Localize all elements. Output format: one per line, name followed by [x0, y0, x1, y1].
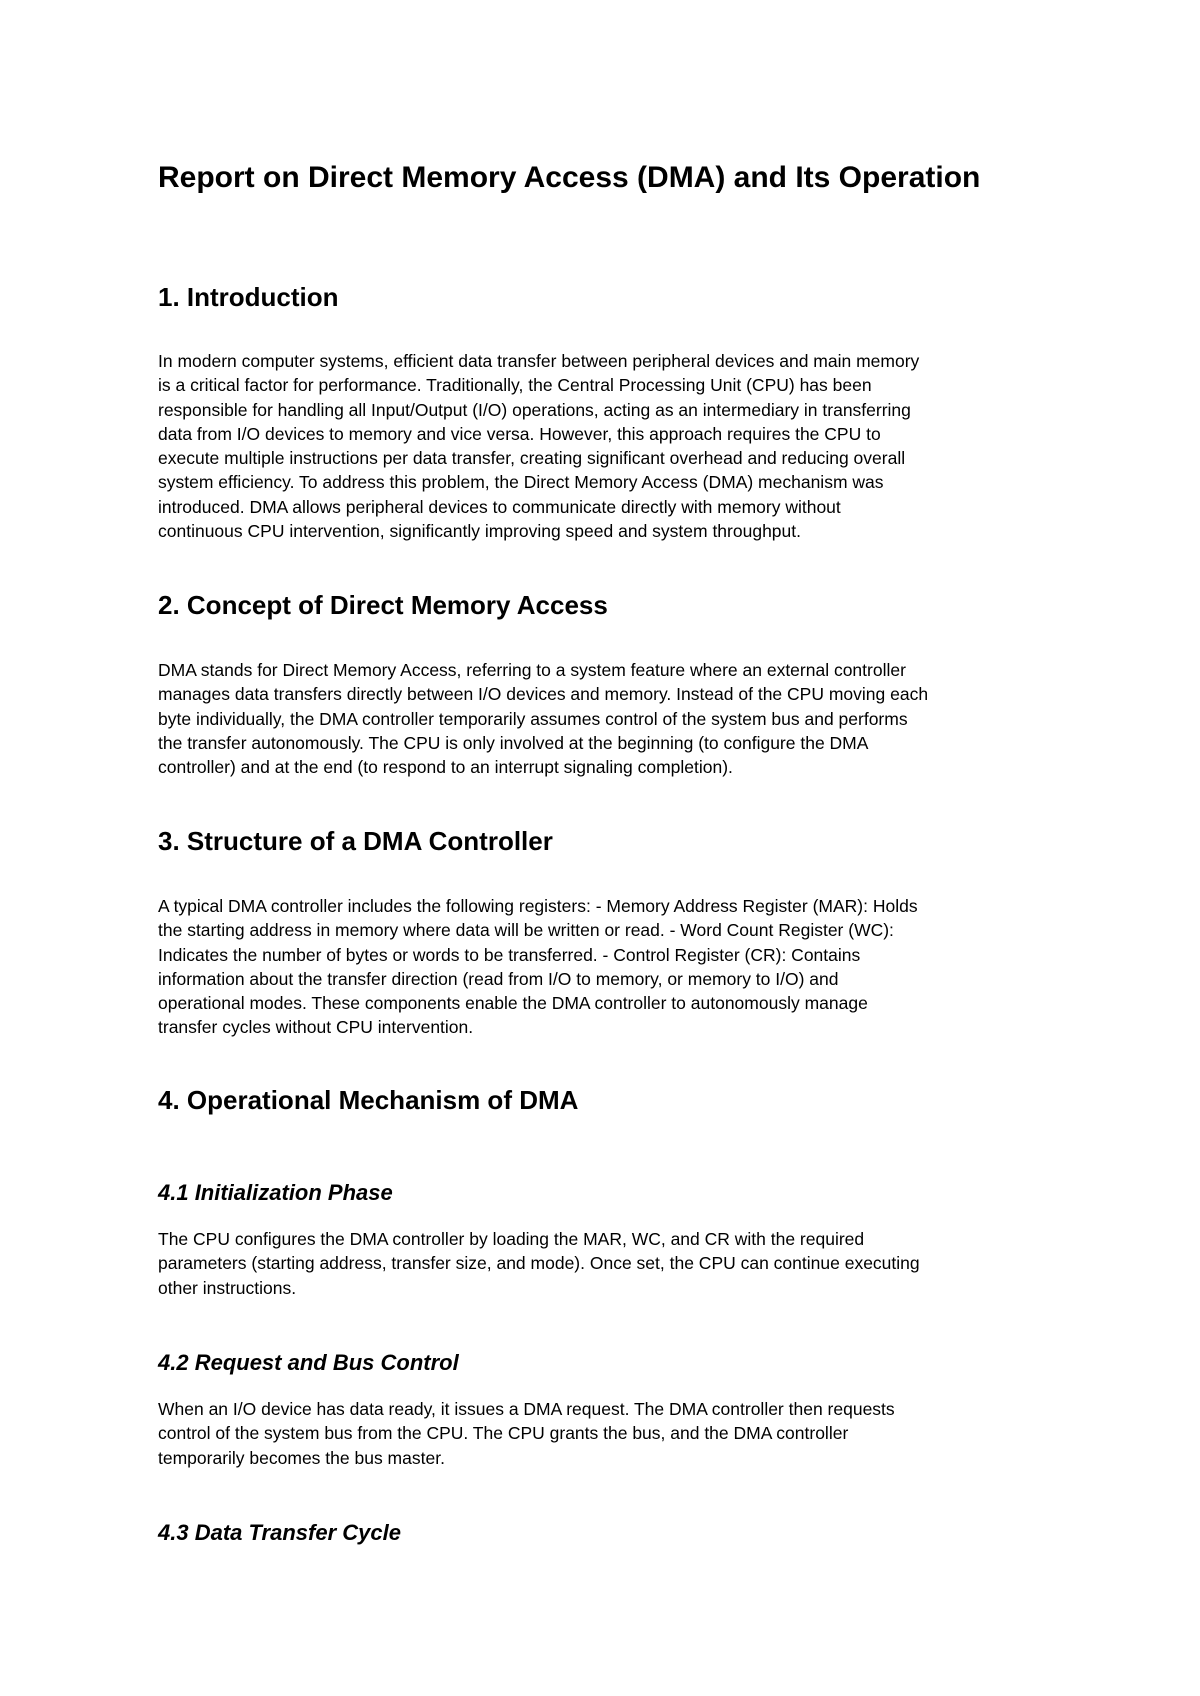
paragraph-line: the transfer autonomously. The CPU is only involved at the beginning (to configure the DMA — [158, 732, 869, 753]
section-heading-structure: 3. Structure of a DMA Controller — [158, 826, 553, 856]
paragraph-line: DMA stands for Direct Memory Access, referring to a system feature where an external controller — [158, 660, 906, 680]
paragraph-line: responsible for handling all Input/Output (I/O) operations, acting as an intermediary in transferring — [158, 399, 911, 420]
subsection-heading-data-transfer-cycle: 4.3 Data Transfer Cycle — [158, 1520, 401, 1545]
concept-paragraph — [158, 658, 1058, 779]
paragraph-line: byte individually, the DMA controller temporarily assumes control of the system bus and performs — [158, 708, 908, 729]
paragraph-line: information about the transfer direction (read from I/O to memory, or memory to I/O) and — [158, 968, 839, 989]
section-heading-concept: 2. Concept of Direct Memory Access — [158, 590, 608, 620]
paragraph-line: controller) and at the end (to respond to an interrupt signaling completion). — [158, 757, 733, 778]
paragraph-line: manages data transfers directly between I/O devices and memory. Instead of the CPU moving each — [158, 684, 929, 705]
paragraph-line: transfer cycles without CPU intervention. — [158, 1017, 474, 1038]
paragraph-line: data from I/O devices to memory and vice versa. However, this approach requires the CPU to — [158, 423, 881, 444]
paragraph-line: temporarily becomes the bus master. — [158, 1447, 445, 1468]
paragraph-line: is a critical factor for performance. Traditionally, the Central Processing Unit (CPU) has been — [158, 375, 872, 396]
request-bus-control-paragraph — [158, 1397, 1058, 1470]
paragraph-line: operational modes. These components enable the DMA controller to autonomously manage — [158, 993, 868, 1014]
section-heading-operational-mechanism: 4. Operational Mechanism of DMA — [158, 1085, 579, 1115]
subsection-heading-request-bus-control: 4.2 Request and Bus Control — [158, 1350, 459, 1375]
paragraph-line: the starting address in memory where data will be written or read. - Word Count Register (WC): — [158, 920, 894, 941]
initialization-paragraph — [158, 1227, 1058, 1300]
paragraph-line: The CPU configures the DMA controller by loading the MAR, WC, and CR with the required — [158, 1229, 865, 1249]
paragraph-line: A typical DMA controller includes the following registers: - Memory Address Register (MAR): Holds — [158, 896, 918, 916]
paragraph-line: control of the system bus from the CPU. The CPU grants the bus, and the DMA controller — [158, 1423, 849, 1444]
paragraph-line: introduced. DMA allows peripheral devices to communicate directly with memory without — [158, 496, 841, 517]
paragraph-line: system efficiency. To address this problem, the Direct Memory Access (DMA) mechanism was — [158, 472, 884, 493]
introduction-paragraph — [158, 349, 1058, 543]
paragraph-line: other instructions. — [158, 1277, 297, 1298]
subsection-heading-initialization: 4.1 Initialization Phase — [158, 1180, 393, 1205]
section-heading-introduction: 1. Introduction — [158, 282, 339, 312]
document-title: Report on Direct Memory Access (DMA) and Its Operation — [158, 161, 981, 194]
paragraph-line: parameters (starting address, transfer size, and mode). Once set, the CPU can continue executing — [158, 1253, 920, 1274]
structure-paragraph — [158, 894, 1058, 1040]
paragraph-line: Indicates the number of bytes or words to be transferred. - Control Register (CR): Contains — [158, 944, 861, 965]
paragraph-line: When an I/O device has data ready, it issues a DMA request. The DMA controller then requests — [158, 1399, 895, 1419]
paragraph-line: execute multiple instructions per data transfer, creating significant overhead and reducing overall — [158, 448, 906, 469]
paragraph-line: In modern computer systems, efficient data transfer between peripheral devices and main memory — [158, 351, 920, 371]
paragraph-line: continuous CPU intervention, significantly improving speed and system throughput. — [158, 521, 801, 542]
